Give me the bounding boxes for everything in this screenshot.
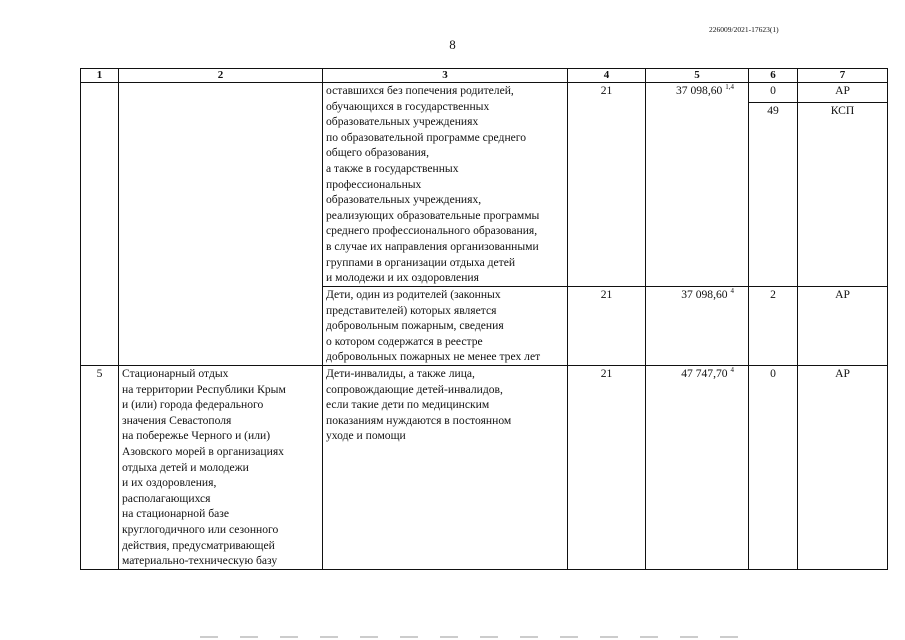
source-cell: АР	[798, 366, 888, 570]
text-line: среднего профессионального образования,	[326, 224, 538, 238]
text-line: по образовательной программе среднего	[326, 130, 527, 144]
text-line: образовательных учреждениях	[326, 115, 479, 129]
text-line: представителей) которых является	[326, 303, 497, 317]
text-line: добровольных пожарных не менее трех лет	[326, 350, 541, 364]
text-line: показаниям нуждаются в постоянном	[326, 413, 512, 427]
text-line: и их оздоровления,	[122, 476, 217, 490]
amount-cell	[646, 287, 749, 366]
service-type-text	[122, 366, 319, 569]
text-line: в случае их направления организованными	[326, 239, 539, 253]
source-value: КСП	[798, 102, 887, 119]
service-type-cell	[119, 83, 323, 366]
text-line: Дети-инвалиды, а также лица,	[326, 367, 475, 380]
text-line: и молодежи и их оздоровления	[326, 271, 479, 285]
text-line: и (или) города федерального	[122, 398, 264, 412]
row-number-cell: 5	[81, 366, 119, 570]
text-line: на стационарной базе	[122, 507, 229, 521]
text-line: Азовского морей в организациях	[122, 444, 284, 458]
text-line: а также в государственных	[326, 161, 459, 175]
category-cell	[323, 366, 568, 570]
source-cell	[798, 83, 888, 287]
text-line: обучающихся в государственных	[326, 99, 490, 113]
table-row	[81, 83, 888, 287]
text-line: на побережье Черного и (или)	[122, 429, 271, 443]
text-line: располагающихся	[122, 491, 211, 505]
text-line: о котором содержатся в реестре	[326, 334, 483, 348]
column-header: 4	[568, 69, 646, 83]
text-line: если такие дети по медицинским	[326, 398, 490, 412]
amount-footnote: 4	[730, 366, 734, 374]
column-header: 6	[749, 69, 798, 83]
count-value: 49	[749, 102, 797, 119]
text-line: на территории Республики Крым	[122, 382, 286, 396]
category-cell	[323, 83, 568, 287]
source-cell: АР	[798, 287, 888, 366]
amount-footnote: 1,4	[725, 83, 734, 91]
amount-value: 37 098,60	[681, 288, 728, 301]
amount-footnote: 4	[730, 287, 734, 295]
table-header-row	[81, 69, 888, 83]
amount-cell	[646, 83, 749, 287]
column-header: 5	[646, 69, 749, 83]
page-number: 8	[449, 37, 456, 52]
text-line: профессиональных	[326, 177, 422, 191]
days-cell: 21	[568, 366, 646, 570]
column-header: 2	[119, 69, 323, 83]
category-text	[326, 366, 564, 444]
text-line: Стационарный отдых	[122, 367, 229, 380]
count-cell: 0	[749, 366, 798, 570]
text-line: сопровождающие детей-инвалидов,	[326, 382, 503, 396]
text-line: значения Севастополя	[122, 413, 232, 427]
column-header: 7	[798, 69, 888, 83]
amount-cell	[646, 366, 749, 570]
text-line: Дети, один из родителей (законных	[326, 288, 501, 301]
text-line: образовательных учреждениях,	[326, 193, 482, 207]
days-cell: 21	[568, 83, 646, 287]
text-line: отдыха детей и молодежи	[122, 460, 249, 474]
text-line: добровольным пожарным, сведения	[326, 319, 504, 333]
column-header: 1	[81, 69, 119, 83]
text-line: круглогодичного или сезонного	[122, 522, 279, 536]
count-cell	[749, 83, 798, 287]
benefits-table	[80, 68, 888, 570]
count-value: 0	[770, 84, 776, 97]
column-header: 3	[323, 69, 568, 83]
category-cell	[323, 287, 568, 366]
text-line: действия, предусматривающей	[122, 538, 275, 552]
text-line: уходе и помощи	[326, 429, 406, 443]
amount-value: 37 098,60	[675, 84, 723, 97]
days-cell: 21	[568, 287, 646, 366]
scan-edge-marks	[200, 636, 760, 638]
text-line: общего образования,	[326, 146, 429, 160]
text-line: материально-техническую базу	[122, 554, 278, 568]
category-text	[326, 287, 564, 365]
document-id: 226009/2021-17623(1)	[709, 25, 779, 34]
text-line: оставшихся без попечения родителей,	[326, 84, 514, 97]
row-number-cell	[81, 83, 119, 366]
text-line: реализующих образовательные программы	[326, 208, 540, 222]
count-cell: 2	[749, 287, 798, 366]
text-line: группами в организации отдыха детей	[326, 255, 516, 269]
table-row	[81, 366, 888, 570]
amount-value: 47 747,70	[681, 367, 728, 380]
category-text	[326, 83, 564, 286]
service-type-cell	[119, 366, 323, 570]
source-value: АР	[835, 84, 850, 97]
